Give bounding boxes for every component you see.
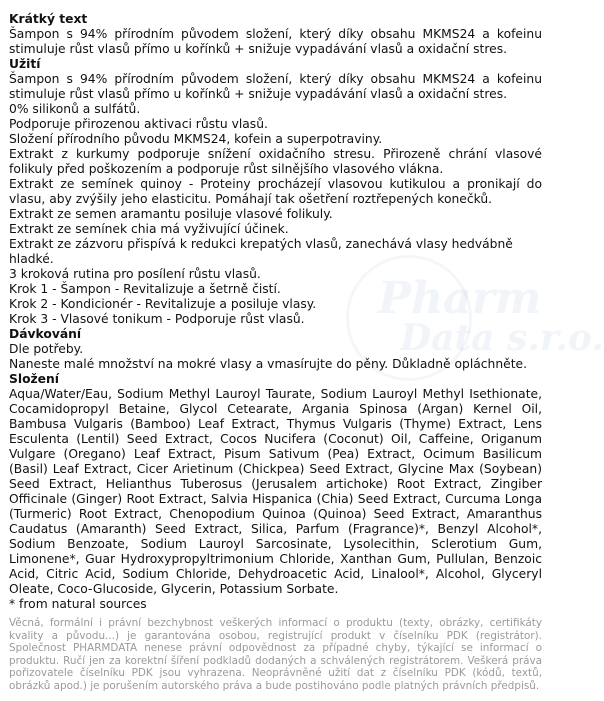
usage-line: Krok 3 - Vlasové tonikum - Podporuje růst vlasů. (9, 312, 305, 326)
usage-line: Extrakt z kurkumy podporuje snížení oxidačního stresu. Přirozeně chrání vlasové folikuly před poškozením a podporuje růst silnějšího vlasového vlákna. (9, 147, 542, 176)
usage-line: Extrakt ze zázvoru přispívá k redukci krepatých vlasů, zanechává vlasy hedvábně hladké. (9, 237, 513, 266)
usage-line: 3 kroková rutina pro posílení růstu vlasů. (9, 267, 261, 281)
watermark-line-2: Data s.r.o. (400, 317, 604, 359)
usage-line: Extrakt ze semínek quinoy - Proteiny procházejí vlasovou kutikulou a pronikají do vlasu, aby zvýšily jeho elasticitu. Pomáhají tak ošetření roztřepených konečků. (9, 177, 542, 206)
section-title-composition: Složení (9, 372, 59, 386)
section-usage (9, 57, 542, 327)
section-composition (9, 372, 542, 612)
watermark-line-1: Pharm (378, 273, 542, 324)
usage-line: Složení přírodního původu MKMS24, kofein a superpotraviny. (9, 132, 383, 146)
usage-line: Extrakt ze semínek chia má vyživující účinek. (9, 222, 289, 236)
section-title-dosage: Dávkování (9, 327, 82, 341)
section-title-short-text: Krátký text (9, 12, 88, 26)
section-dosage (9, 327, 542, 372)
usage-line: Extrakt ze semen aramantu posiluje vlasové folikuly. (9, 207, 333, 221)
dosage-line: Naneste malé množství na mokré vlasy a vmasírujte do pěny. Důkladně opláchněte. (9, 357, 527, 371)
usage-line: Krok 1 - Šampon - Revitalizuje a šetrně čistí. (9, 282, 281, 296)
usage-line: Šampon s 94% přírodním původem složení, který díky obsahu MKMS24 a kofeinu stimuluje růst vlasů přímo u kořínků + snižuje vypadávání vlasů a oxidační stres. (9, 72, 542, 101)
section-title-usage: Užití (9, 57, 41, 71)
usage-line: Podporuje přirozenou aktivaci růstu vlasů. (9, 117, 268, 131)
section-short-text (9, 12, 542, 57)
usage-line: 0% silikonů a sulfátů. (9, 102, 141, 116)
product-info (9, 12, 542, 612)
composition-body: Aqua/Water/Eau, Sodium Methyl Lauroyl Taurate, Sodium Lauroyl Methyl Isethionate, Cocamidopropyl Betaine, Glycol Cetearate, Argania Spinosa (Argan) Kernel Oil, Bambusa Vulgaris (Bamboo) Leaf Extract, Thymus Vulgaris (Thyme) Extract, Lens Esculenta (Lentil) Seed Extract, Cocos Nucifera (Coconut) Oil, Caffeine, Origanum Vulgare (Oregano) Leaf Extract, Pisum Sativum (Pea) Extract, Ocimum Basilicum (Basil) Leaf Extract, Cicer Arietinum (Chickpea) Seed Extract, Glycine Max (Soybean) Seed Extract, Helianthus Tuberosus (Jerusalem artichoke) Root Extract, Zingiber Officinale (Ginger) Root Extract, Salvia Hispanica (Chia) Seed Extract, Curcuma Longa (Turmeric) Root Extract, Chenopodium Quinoa (Quinoa) Seed Extract, Amaranthus Caudatus (Amaranth) Seed Extract, Silica, Parfum (Fragrance)*, Benzyl Alcohol*, Sodium Benzoate, Sodium Lauroyl Sarcosinate, Lysolecithin, Sclerotium Gum, Limonene*, Guar Hydroxypropyltrimonium Chloride, Xanthan Gum, Pullulan, Benzoic Acid, Citric Acid, Sodium Chloride, Dehydroacetic Acid, Linalool*, Alcohol, Glyceryl Oleate, Coco-Glucoside, Glycerin, Potassium Sorbate. (9, 387, 542, 596)
usage-line: Krok 2 - Kondicionér - Revitalizuje a posiluje vlasy. (9, 297, 317, 311)
composition-footnote: * from natural sources (9, 597, 147, 611)
legal-disclaimer: Věcná, formální i právní bezchybnost veškerých informací o produktu (texty, obrázky, certifikáty kvality a původu...) je garantována osobou, registrující produkt v číselníku PDK (registrátor). Společnost PHARMDATA nenese právní odpovědnost za případné chyby, týkající se informací o produktu. Ručí jen za korektní šíření podkladů dodaných a schválených registrátorem. Veškerá práva pořizovatele číselníku PDK jsou vyhrazena. Neoprávněné užití dat z číselníku PDK (kódů, textů, obrázků apod.) je porušením autorského práva a bude postihováno podle platných právních předpisů. (9, 617, 542, 692)
dosage-line: Dle potřeby. (9, 342, 84, 356)
short-text-body: Šampon s 94% přírodním původem složení, který díky obsahu MKMS24 a kofeinu stimuluje růst vlasů přímo u kořínků + snižuje vypadávání vlasů a oxidační stres. (9, 27, 542, 56)
